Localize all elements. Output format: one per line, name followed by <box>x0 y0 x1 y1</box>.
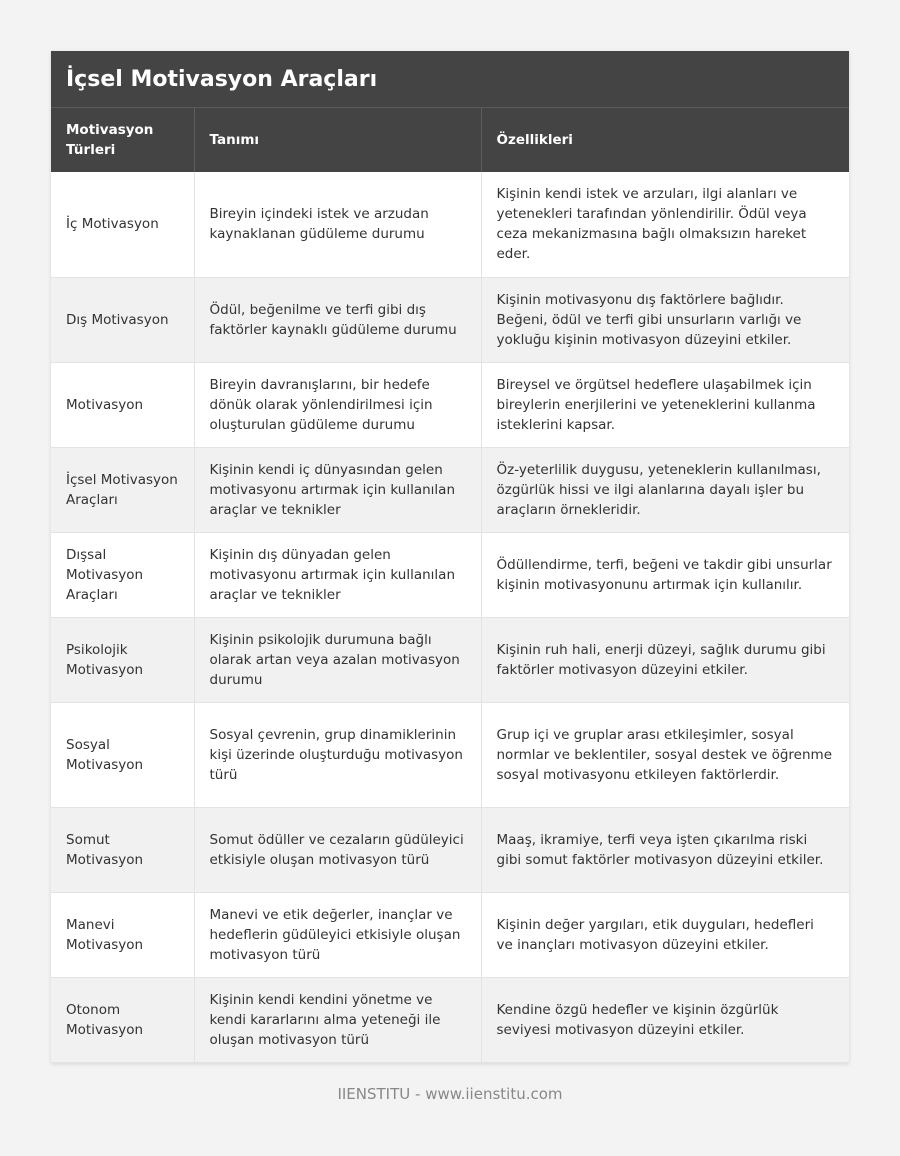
column-header-types: Motivasyon Türleri <box>51 108 194 172</box>
cell-definition: Somut ödüller ve cezaların güdüleyici etkisiyle oluşan motivasyon türü <box>194 807 481 892</box>
cell-features: Ödüllendirme, terfi, beğeni ve takdir gibi unsurlar kişinin motivasyonunu artırmak için kullanılır. <box>481 532 849 617</box>
cell-features: Kişinin motivasyonu dış faktörlere bağlıdır. Beğeni, ödül ve terfi gibi unsurların varlığı ve yokluğu kişinin motivasyon düzeyini etkiler. <box>481 277 849 362</box>
cell-features: Kişinin kendi istek ve arzuları, ilgi alanları ve yetenekleri tarafından yönlendirilir. Ödül veya ceza mekanizmasına bağlı olmaksızın hareket eder. <box>481 172 849 277</box>
table-card <box>51 51 849 1063</box>
column-header-features: Özellikleri <box>481 108 849 172</box>
cell-type: Motivasyon <box>51 362 194 447</box>
table-row <box>51 532 849 617</box>
cell-features: Kendine özgü hedefler ve kişinin özgürlük seviyesi motivasyon düzeyini etkiler. <box>481 977 849 1062</box>
cell-type: Dışsal Motivasyon Araçları <box>51 532 194 617</box>
footer-credit: IIENSTITU - www.iienstitu.com <box>337 1085 563 1103</box>
table-row <box>51 172 849 277</box>
cell-definition: Kişinin kendi kendini yönetme ve kendi kararlarını alma yeteneği ile oluşan motivasyon türü <box>194 977 481 1062</box>
table-row <box>51 617 849 702</box>
table-row <box>51 702 849 807</box>
cell-definition: Sosyal çevrenin, grup dinamiklerinin kişi üzerinde oluşturduğu motivasyon türü <box>194 702 481 807</box>
cell-type: İçsel Motivasyon Araçları <box>51 447 194 532</box>
cell-features: Kişinin ruh hali, enerji düzeyi, sağlık durumu gibi faktörler motivasyon düzeyini etkiler. <box>481 617 849 702</box>
cell-type: Somut Motivasyon <box>51 807 194 892</box>
cell-definition: Kişinin dış dünyadan gelen motivasyonu artırmak için kullanılan araçlar ve teknikler <box>194 532 481 617</box>
page-title: İçsel Motivasyon Araçları <box>51 51 849 108</box>
table-row <box>51 362 849 447</box>
cell-type: Dış Motivasyon <box>51 277 194 362</box>
cell-definition: Bireyin davranışlarını, bir hedefe dönük olarak yönlendirilmesi için oluşturulan güdüleme durumu <box>194 362 481 447</box>
table-row <box>51 447 849 532</box>
column-header-definition: Tanımı <box>194 108 481 172</box>
cell-features: Bireysel ve örgütsel hedeflere ulaşabilmek için bireylerin enerjilerini ve yeteneklerini kullanma isteklerini kapsar. <box>481 362 849 447</box>
cell-definition: Manevi ve etik değerler, inançlar ve hedeflerin güdüleyici etkisiyle oluşan motivasyon türü <box>194 892 481 977</box>
table-row <box>51 977 849 1062</box>
cell-features: Maaş, ikramiye, terfi veya işten çıkarılma riski gibi somut faktörler motivasyon düzeyini etkiler. <box>481 807 849 892</box>
cell-definition: Bireyin içindeki istek ve arzudan kaynaklanan güdüleme durumu <box>194 172 481 277</box>
cell-type: Otonom Motivasyon <box>51 977 194 1062</box>
cell-features: Grup içi ve gruplar arası etkileşimler, sosyal normlar ve beklentiler, sosyal destek ve öğrenme sosyal motivasyonu etkileyen faktörlerdir. <box>481 702 849 807</box>
cell-definition: Kişinin kendi iç dünyasından gelen motivasyonu artırmak için kullanılan araçlar ve teknikler <box>194 447 481 532</box>
cell-definition: Kişinin psikolojik durumuna bağlı olarak artan veya azalan motivasyon durumu <box>194 617 481 702</box>
cell-definition: Ödül, beğenilme ve terfi gibi dış faktörler kaynaklı güdüleme durumu <box>194 277 481 362</box>
cell-features: Kişinin değer yargıları, etik duyguları, hedefleri ve inançları motivasyon düzeyini etkiler. <box>481 892 849 977</box>
cell-type: Sosyal Motivasyon <box>51 702 194 807</box>
table-row <box>51 807 849 892</box>
table-row <box>51 277 849 362</box>
table-header-row <box>51 108 849 172</box>
motivation-table <box>51 108 849 1063</box>
table-row <box>51 892 849 977</box>
cell-type: İç Motivasyon <box>51 172 194 277</box>
cell-features: Öz-yeterlilik duygusu, yeteneklerin kullanılması, özgürlük hissi ve ilgi alanlarına dayalı işler bu araçların örnekleridir. <box>481 447 849 532</box>
cell-type: Manevi Motivasyon <box>51 892 194 977</box>
cell-type: Psikolojik Motivasyon <box>51 617 194 702</box>
